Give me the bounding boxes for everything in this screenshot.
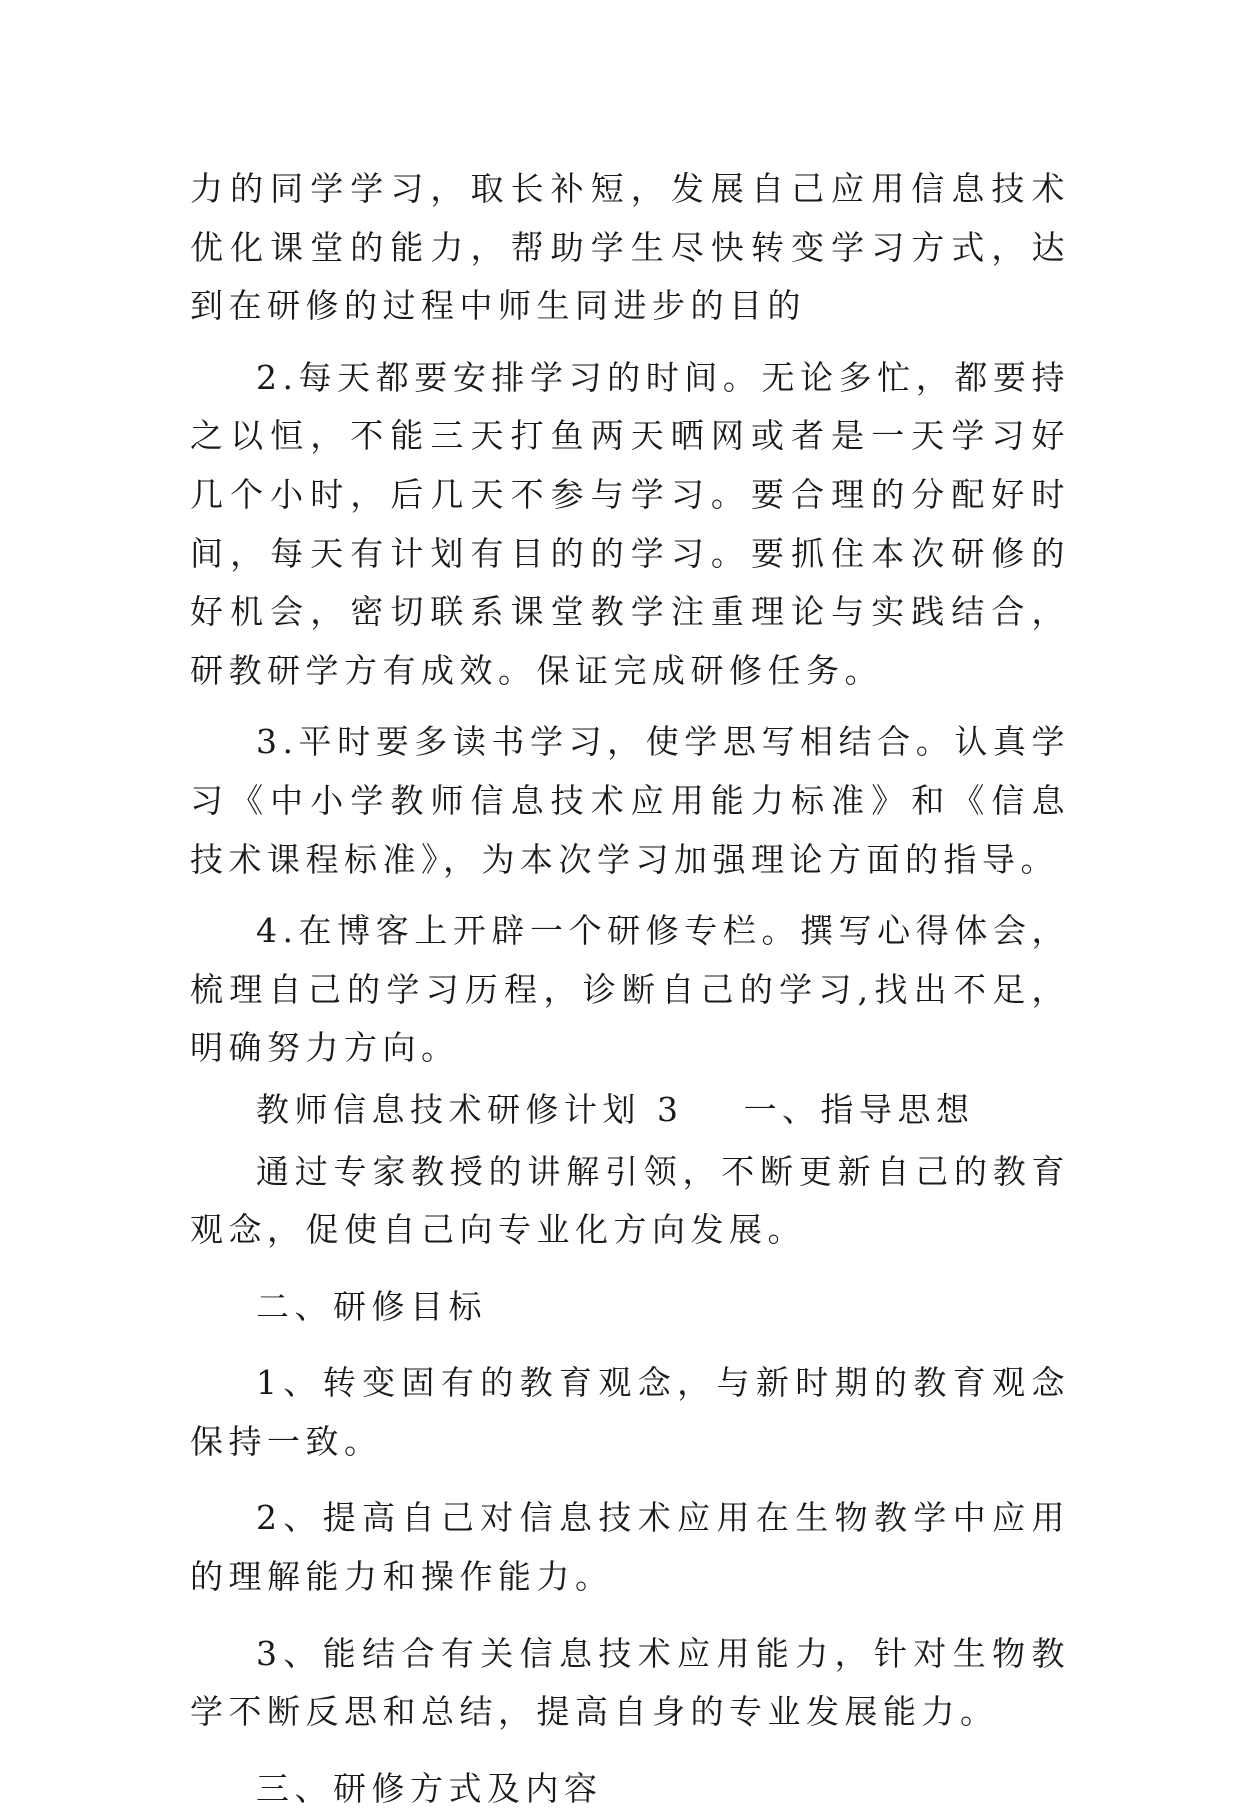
- paragraph-item-3: 3.平时要多读书学习，使学思写相结合。认真学习《中小学教师信息技术应用能力标准》和《信息技术课程标准》，为本次学习加强理论方面的指导。: [190, 722, 1070, 879]
- objective-item-1: 1、转变固有的教育观念，与新时期的教育观念保持一致。: [190, 1363, 1070, 1461]
- heading-methods-content: 三、研修方式及内容: [256, 1768, 603, 1808]
- section-heading-line: [190, 1081, 1070, 1140]
- paragraph-continuation: 力的同学学习，取长补短，发展自己应用信息技术优化课堂的能力，帮助学生尽快转变学习方式，达到在研修的过程中师生同进步的目的: [190, 169, 1070, 326]
- objective-item-2: 2、提高自己对信息技术应用在生物教学中应用的理解能力和操作能力。: [190, 1498, 1070, 1597]
- objective-item-3: 3、能结合有关信息技术应用能力，针对生物教学不断反思和总结，提高自身的专业发展能力。: [190, 1633, 1070, 1732]
- document-body: [190, 160, 1070, 1818]
- paragraph-item-4: 4.在博客上开辟一个研修专栏。撰写心得体会，梳理自己的学习历程，诊断自己的学习,找出不足，明确努力方向。: [190, 911, 1070, 1068]
- heading-guiding-thought: 一、指导思想: [743, 1089, 975, 1129]
- heading-objectives: 二、研修目标: [256, 1286, 487, 1326]
- document-title: 教师信息技术研修计划 3: [256, 1089, 684, 1129]
- paragraph-guiding-thought: 通过专家教授的讲解引领，不断更新自己的教育观念，促使自己向专业化方向发展。: [190, 1151, 1070, 1250]
- paragraph-item-2: 2.每天都要安排学习的时间。无论多忙，都要持之以恒，不能三天打鱼两天晒网或者是一天学习好几个小时，后几天不参与学习。要合理的分配好时间，每天有计划有目的的学习。要抓住本次研修的好机会，密切联系课堂教学注重理论与实践结合，研教研学方有成效。保证完成研修任务。: [190, 357, 1070, 690]
